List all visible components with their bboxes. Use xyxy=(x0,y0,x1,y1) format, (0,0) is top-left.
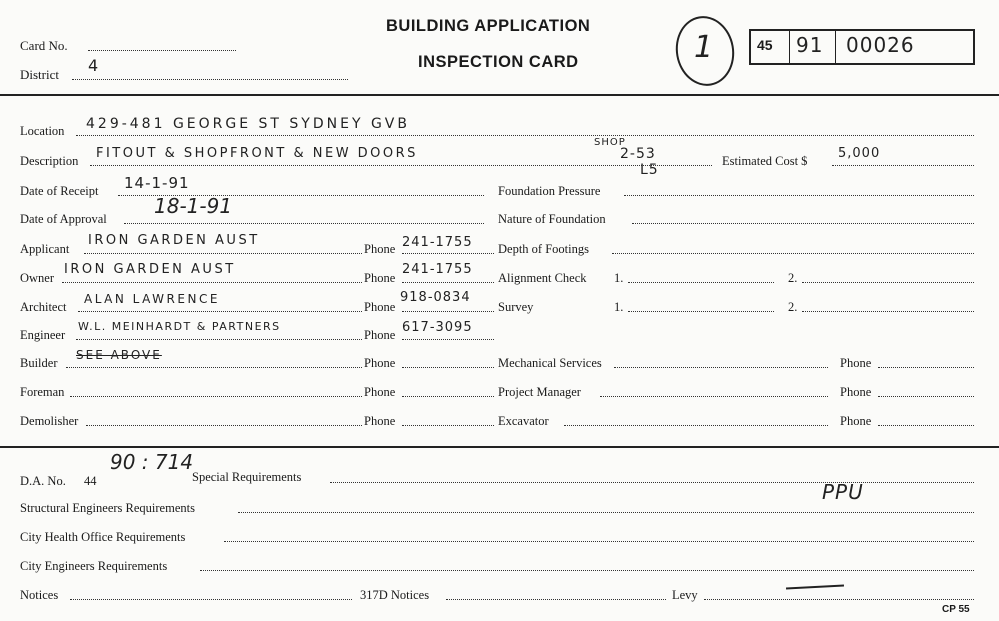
header-divider xyxy=(0,94,999,96)
description-note-below: L5 xyxy=(640,162,659,178)
project-manager-phone-field[interactable] xyxy=(878,396,974,397)
engineer-phone-field[interactable] xyxy=(402,339,494,340)
owner-field[interactable] xyxy=(62,282,362,283)
excavator-field[interactable] xyxy=(564,425,828,426)
builder-label: Builder xyxy=(20,356,58,370)
date-of-receipt-value: 14-1-91 xyxy=(124,174,190,192)
engineer-phone-label: Phone xyxy=(364,328,396,342)
applicant-label: Applicant xyxy=(20,242,70,256)
architect-label: Architect xyxy=(20,300,67,314)
project-manager-phone-label: Phone xyxy=(840,385,872,399)
levy-field[interactable] xyxy=(704,599,974,600)
da-prefix: 44 xyxy=(84,474,97,488)
circled-number-value: 1 xyxy=(694,30,715,65)
foundation-pressure-label: Foundation Pressure xyxy=(498,184,601,198)
mechanical-services-phone-field[interactable] xyxy=(878,367,974,368)
owner-label: Owner xyxy=(20,271,55,285)
page-title: BUILDING APPLICATION xyxy=(386,17,591,35)
survey-field-2[interactable] xyxy=(802,311,974,312)
footer-code: CP 55 xyxy=(942,604,970,615)
structural-requirements-field[interactable] xyxy=(238,512,974,513)
structural-requirements-label: Structural Engineers Requirements xyxy=(20,501,195,515)
alignment-check-col2: 2. xyxy=(788,271,798,285)
card-no-field[interactable] xyxy=(88,50,236,51)
foreman-phone-label: Phone xyxy=(364,385,396,399)
description-label: Description xyxy=(20,154,79,168)
applicant-phone-label: Phone xyxy=(364,242,396,256)
special-requirements-field[interactable] xyxy=(330,482,974,483)
excavator-label: Excavator xyxy=(498,414,549,428)
description-note-right: 2-53 xyxy=(620,146,656,162)
engineer-phone-value: 617-3095 xyxy=(402,320,473,335)
engineer-field[interactable] xyxy=(76,339,362,340)
city-engineers-field[interactable] xyxy=(200,570,974,571)
builder-phone-field[interactable] xyxy=(402,367,494,368)
project-manager-field[interactable] xyxy=(600,396,828,397)
engineer-label: Engineer xyxy=(20,328,66,342)
architect-phone-value: 918-0834 xyxy=(400,290,471,305)
survey-field-1[interactable] xyxy=(628,311,774,312)
mechanical-services-field[interactable] xyxy=(614,367,828,368)
structural-note: PPU xyxy=(822,480,864,504)
owner-phone-value: 241-1755 xyxy=(402,262,473,277)
district-value: 4 xyxy=(88,56,100,75)
description-value: FITOUT & SHOPFRONT & NEW DOORS xyxy=(96,146,418,161)
demolisher-phone-field[interactable] xyxy=(402,425,494,426)
builder-phone-label: Phone xyxy=(364,356,396,370)
alignment-check-label: Alignment Check xyxy=(498,271,587,285)
engineer-value: W.L. MEINHARDT & PARTNERS xyxy=(78,320,281,333)
applicant-phone-field[interactable] xyxy=(402,253,494,254)
nature-of-foundation-label: Nature of Foundation xyxy=(498,212,606,226)
description-field[interactable] xyxy=(90,165,712,166)
demolisher-phone-label: Phone xyxy=(364,414,396,428)
builder-value: SEE ABOVE xyxy=(76,348,162,362)
card-no-label: Card No. xyxy=(20,38,68,53)
builder-field[interactable] xyxy=(66,367,362,368)
architect-field[interactable] xyxy=(78,311,362,312)
foreman-field[interactable] xyxy=(70,396,362,397)
excavator-phone-label: Phone xyxy=(840,414,872,428)
notices-label: Notices xyxy=(20,588,59,602)
page-subtitle: INSPECTION CARD xyxy=(418,53,579,71)
da-value: 90 : 714 xyxy=(110,450,194,474)
project-manager-label: Project Manager xyxy=(498,385,581,399)
levy-dash-mark xyxy=(786,584,844,589)
notices-317d-field[interactable] xyxy=(446,599,666,600)
da-no-label: D.A. No. xyxy=(20,474,66,488)
section-divider xyxy=(0,446,999,448)
date-of-approval-value: 18-1-91 xyxy=(154,194,233,218)
mechanical-services-label: Mechanical Services xyxy=(498,356,602,370)
notices-317d-label: 317D Notices xyxy=(360,588,430,602)
card-number-year: 91 xyxy=(796,33,824,57)
location-label: Location xyxy=(20,124,65,138)
card-number-prefix: 45 xyxy=(757,37,773,53)
estimated-cost-field[interactable] xyxy=(832,165,974,166)
applicant-phone-value: 241-1755 xyxy=(402,235,473,250)
estimated-cost-label: Estimated Cost $ xyxy=(722,154,808,168)
owner-phone-label: Phone xyxy=(364,271,396,285)
foreman-label: Foreman xyxy=(20,385,65,399)
architect-phone-label: Phone xyxy=(364,300,396,314)
card-number-serial: 00026 xyxy=(846,33,915,57)
nature-of-foundation-field[interactable] xyxy=(632,223,974,224)
architect-value: ALAN LAWRENCE xyxy=(84,292,220,306)
description-note-above: SHOP xyxy=(594,137,626,148)
city-health-label: City Health Office Requirements xyxy=(20,530,186,544)
location-value: 429-481 GEORGE ST SYDNEY GVB xyxy=(86,116,410,132)
city-engineers-label: City Engineers Requirements xyxy=(20,559,168,573)
date-of-receipt-label: Date of Receipt xyxy=(20,184,99,198)
date-of-approval-label: Date of Approval xyxy=(20,212,107,226)
depth-of-footings-label: Depth of Footings xyxy=(498,242,589,256)
alignment-check-field-2[interactable] xyxy=(802,282,974,283)
demolisher-field[interactable] xyxy=(86,425,362,426)
city-health-field[interactable] xyxy=(224,541,974,542)
district-label: District xyxy=(20,67,59,82)
applicant-value: IRON GARDEN AUST xyxy=(88,233,260,248)
owner-value: IRON GARDEN AUST xyxy=(64,262,236,277)
owner-phone-field[interactable] xyxy=(402,282,494,283)
demolisher-label: Demolisher xyxy=(20,414,79,428)
excavator-phone-field[interactable] xyxy=(878,425,974,426)
special-requirements-label: Special Requirements xyxy=(192,470,302,484)
architect-phone-field[interactable] xyxy=(402,311,494,312)
location-field[interactable] xyxy=(76,135,974,136)
foreman-phone-field[interactable] xyxy=(402,396,494,397)
applicant-field[interactable] xyxy=(84,253,362,254)
survey-col2: 2. xyxy=(788,300,798,314)
estimated-cost-value: 5,000 xyxy=(838,146,881,161)
mechanical-services-phone-label: Phone xyxy=(840,356,872,370)
levy-label: Levy xyxy=(672,588,698,602)
date-of-approval-field[interactable] xyxy=(124,223,484,224)
survey-label: Survey xyxy=(498,300,534,314)
survey-col1: 1. xyxy=(614,300,624,314)
alignment-check-col1: 1. xyxy=(614,271,624,285)
notices-field[interactable] xyxy=(70,599,352,600)
alignment-check-field-1[interactable] xyxy=(628,282,774,283)
foundation-pressure-field[interactable] xyxy=(624,195,974,196)
depth-of-footings-field[interactable] xyxy=(612,253,974,254)
district-field[interactable] xyxy=(72,79,348,80)
